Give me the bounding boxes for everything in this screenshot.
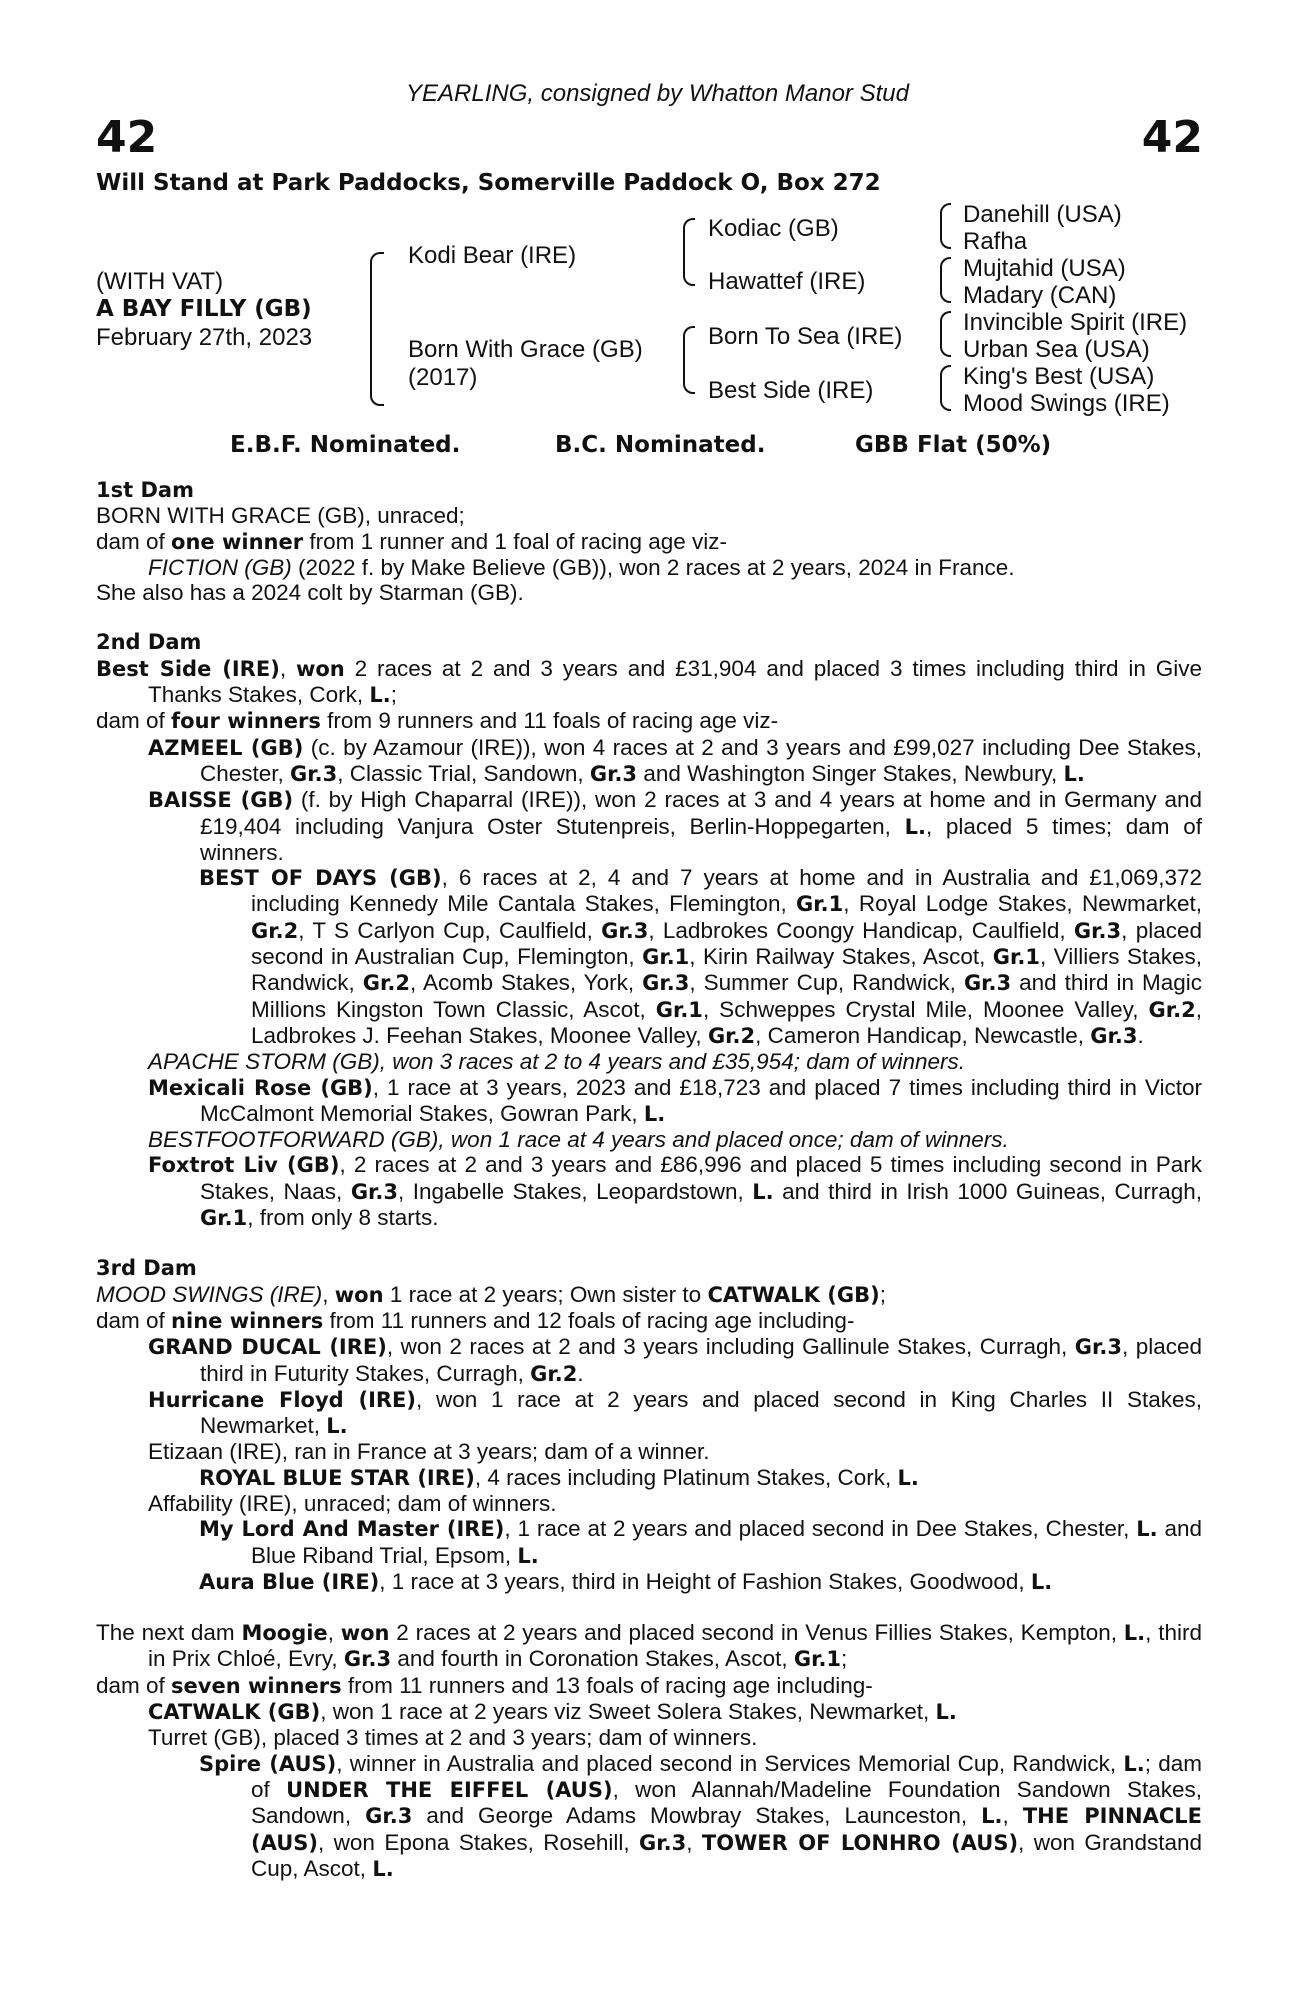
vat-note: (WITH VAT)	[96, 268, 224, 295]
produce-aura-blue: Aura Blue (IRE), 1 race at 3 years, third in Height of Fashion Stakes, Goodwood, L.	[199, 1568, 1053, 1594]
gg-sire-1: Danehill (USA)	[963, 201, 1122, 228]
pedigree-brace-main	[370, 252, 384, 406]
second-dam-produce-line: dam of four winners from 9 runners and 11 foals of racing age viz-	[96, 708, 779, 734]
third-dam-produce-line: dam of nine winners from 11 runners and 12 foals of racing age including-	[96, 1307, 855, 1333]
first-dam-also: She also has a 2024 colt by Starman (GB).	[96, 580, 524, 606]
lot-number-left: 42	[96, 112, 158, 163]
first-dam-line: BORN WITH GRACE (GB), unraced;	[96, 503, 465, 529]
produce-best-of-days: BEST OF DAYS (GB), 6 races at 2, 4 and 7 years at home and in Australia and £1,069,372 including Kennedy Mile Cantala Stakes, Flemington, Gr.1, Royal Lodge Stakes, Newmarket, Gr.2, T S Carlyon Cup, Caulfield, Gr.3, Ladbrokes Coongy Handicap, Caulfield, Gr.3, placed second in Australian Cup, Flemington, Gr.1, Kirin Railway Stakes, Ascot, Gr.1, Villiers Stakes, Randwick, Gr.2, Acomb Stakes, York, Gr.3, Summer Cup, Randwick, Gr.3 and third in Magic Millions Kingston Town Classic, Ascot, Gr.1, Schweppes Crystal Mile, Moonee Valley, Gr.2, Ladbrokes J. Feehan Stakes, Moonee Valley, Gr.2, Cameron Handicap, Newcastle, Gr.3.	[199, 865, 1202, 1048]
first-dam-produce-line: dam of one winner from 1 runner and 1 foal of racing age viz-	[96, 528, 728, 554]
sire-dam: Hawattef (IRE)	[708, 268, 866, 295]
pedigree-brace-g4	[940, 365, 951, 411]
next-dam-produce-line: dam of seven winners from 11 runners and 13 foals of racing age including-	[96, 1672, 873, 1698]
lot-number-right: 42	[1141, 112, 1203, 163]
gg-sire-4: King's Best (USA)	[963, 363, 1155, 390]
dam-sire: Born To Sea (IRE)	[708, 323, 903, 350]
produce-bestfootforward: BESTFOOTFORWARD (GB), won 1 race at 4 years and placed once; dam of winners.	[148, 1127, 1009, 1153]
third-dam-heading: 3rd Dam	[96, 1256, 197, 1281]
gg-dam-2: Madary (CAN)	[963, 282, 1117, 309]
first-dam-heading: 1st Dam	[96, 478, 194, 502]
sire-sire: Kodiac (GB)	[708, 215, 839, 242]
third-dam-line: MOOD SWINGS (IRE), won 1 race at 2 years; Own sister to CATWALK (GB);	[96, 1281, 886, 1307]
pedigree-brace-g1	[940, 203, 951, 249]
produce-mexicali-rose: Mexicali Rose (GB), 1 race at 3 years, 2023 and £18,723 and placed 7 times including third in Victor McCalmont Memorial Stakes, Gowran Park, L.	[148, 1074, 1203, 1126]
gg-dam-4: Mood Swings (IRE)	[963, 390, 1170, 417]
produce-hurricane-floyd: Hurricane Floyd (IRE), won 1 race at 2 years and placed second in King Charles II Stakes, Newmarket, L.	[148, 1386, 1202, 1439]
produce-turret: Turret (GB), placed 3 times at 2 and 3 years; dam of winners.	[148, 1725, 758, 1751]
produce-foxtrot-liv: Foxtrot Liv (GB), 2 races at 2 and 3 years and £86,996 and placed 5 times including second in Park Stakes, Naas, Gr.3, Ingabelle Stakes, Leopardstown, L. and third in Irish 1000 Guineas, Curragh, Gr.1, from only 8 starts.	[148, 1152, 1203, 1231]
produce-apache-storm: APACHE STORM (GB), won 3 races at 2 to 4 years and £35,954; dam of winners.	[148, 1049, 966, 1075]
gg-sire-3: Invincible Spirit (IRE)	[963, 309, 1188, 336]
foaling-date: February 27th, 2023	[96, 324, 313, 351]
pedigree-brace-sire	[683, 218, 695, 286]
produce-catwalk: CATWALK (GB), won 1 race at 2 years viz Sweet Solera Stakes, Newmarket, L.	[148, 1699, 957, 1725]
sire: Kodi Bear (IRE)	[408, 242, 577, 269]
produce-royal-blue-star: ROYAL BLUE STAR (IRE), 4 races including Platinum Stakes, Cork, L.	[199, 1464, 919, 1490]
gg-dam-3: Urban Sea (USA)	[963, 336, 1150, 363]
gg-dam-1: Rafha	[963, 228, 1028, 255]
produce-baisse: BAISSE (GB) (f. by High Chaparral (IRE)), won 2 races at 3 and 4 years at home and in Germany and £19,404 including Vanjura Oster Stutenpreis, Berlin-Hoppegarten, L., placed 5 times; dam of winners.	[148, 787, 1202, 865]
produce-grand-ducal: GRAND DUCAL (IRE), won 2 races at 2 and 3 years including Gallinule Stakes, Curragh, Gr.3, placed third in Futurity Stakes, Curragh, Gr.2.	[148, 1334, 1203, 1386]
produce-etizaan: Etizaan (IRE), ran in France at 3 years; dam of a winner.	[148, 1439, 710, 1465]
horse-name: A BAY FILLY (GB)	[96, 296, 312, 322]
produce-affability: Affability (IRE), unraced; dam of winners.	[148, 1490, 557, 1516]
second-dam-heading: 2nd Dam	[96, 630, 202, 655]
stable-location: Will Stand at Park Paddocks, Somerville Paddock O, Box 272	[96, 170, 881, 196]
bc-nomination: B.C. Nominated.	[555, 432, 766, 458]
produce-my-lord-and-master: My Lord And Master (IRE), 1 race at 2 years and placed second in Dee Stakes, Chester, L. and Blue Riband Trial, Epsom, L.	[199, 1516, 1202, 1568]
produce-azmeel: AZMEEL (GB) (c. by Azamour (IRE)), won 4 races at 2 and 3 years and £99,027 including Dee Stakes, Chester, Gr.3, Classic Trial, Sandown, Gr.3 and Washington Singer Stakes, Newbury, L.	[148, 734, 1202, 786]
consignment-line: YEARLING, consigned by Whatton Manor Stud	[406, 80, 909, 107]
produce-fiction: FICTION (GB) (2022 f. by Make Believe (GB)), won 2 races at 2 years, 2024 in France.	[148, 554, 1015, 580]
produce-spire: Spire (AUS), winner in Australia and placed second in Services Memorial Cup, Randwick, L.; dam of UNDER THE EIFFEL (AUS), won Alannah/Madeline Foundation Sandown Stakes, Sandown, Gr.3 and George Adams Mowbray Stakes, Launceston, L., THE PINNACLE (AUS), won Epona Stakes, Rosehill, Gr.3, TOWER OF LONHRO (AUS), won Grandstand Cup, Ascot, L.	[199, 1750, 1203, 1881]
next-dam-line: The next dam Moogie, won 2 races at 2 years and placed second in Venus Fillies Stakes, Kempton, L., third in Prix Chloé, Evry, Gr.3 and fourth in Coronation Stakes, Ascot, Gr.1;	[96, 1620, 1202, 1672]
second-dam-line: Best Side (IRE), won 2 races at 2 and 3 years and £31,904 and placed 3 times including third in Give Thanks Stakes, Cork, L.;	[96, 655, 1203, 708]
catalogue-body	[96, 478, 1202, 1882]
gg-sire-2: Mujtahid (USA)	[963, 255, 1126, 282]
pedigree-brace-g2	[940, 257, 951, 303]
dam: Born With Grace (GB)	[408, 336, 643, 363]
gbb-flat: GBB Flat (50%)	[855, 432, 1052, 458]
dam-dam: Best Side (IRE)	[708, 377, 874, 404]
pedigree-brace-dam	[683, 326, 695, 394]
pedigree-brace-g3	[940, 311, 951, 357]
ebf-nomination: E.B.F. Nominated.	[230, 432, 461, 458]
dam-year: (2017)	[408, 364, 478, 391]
